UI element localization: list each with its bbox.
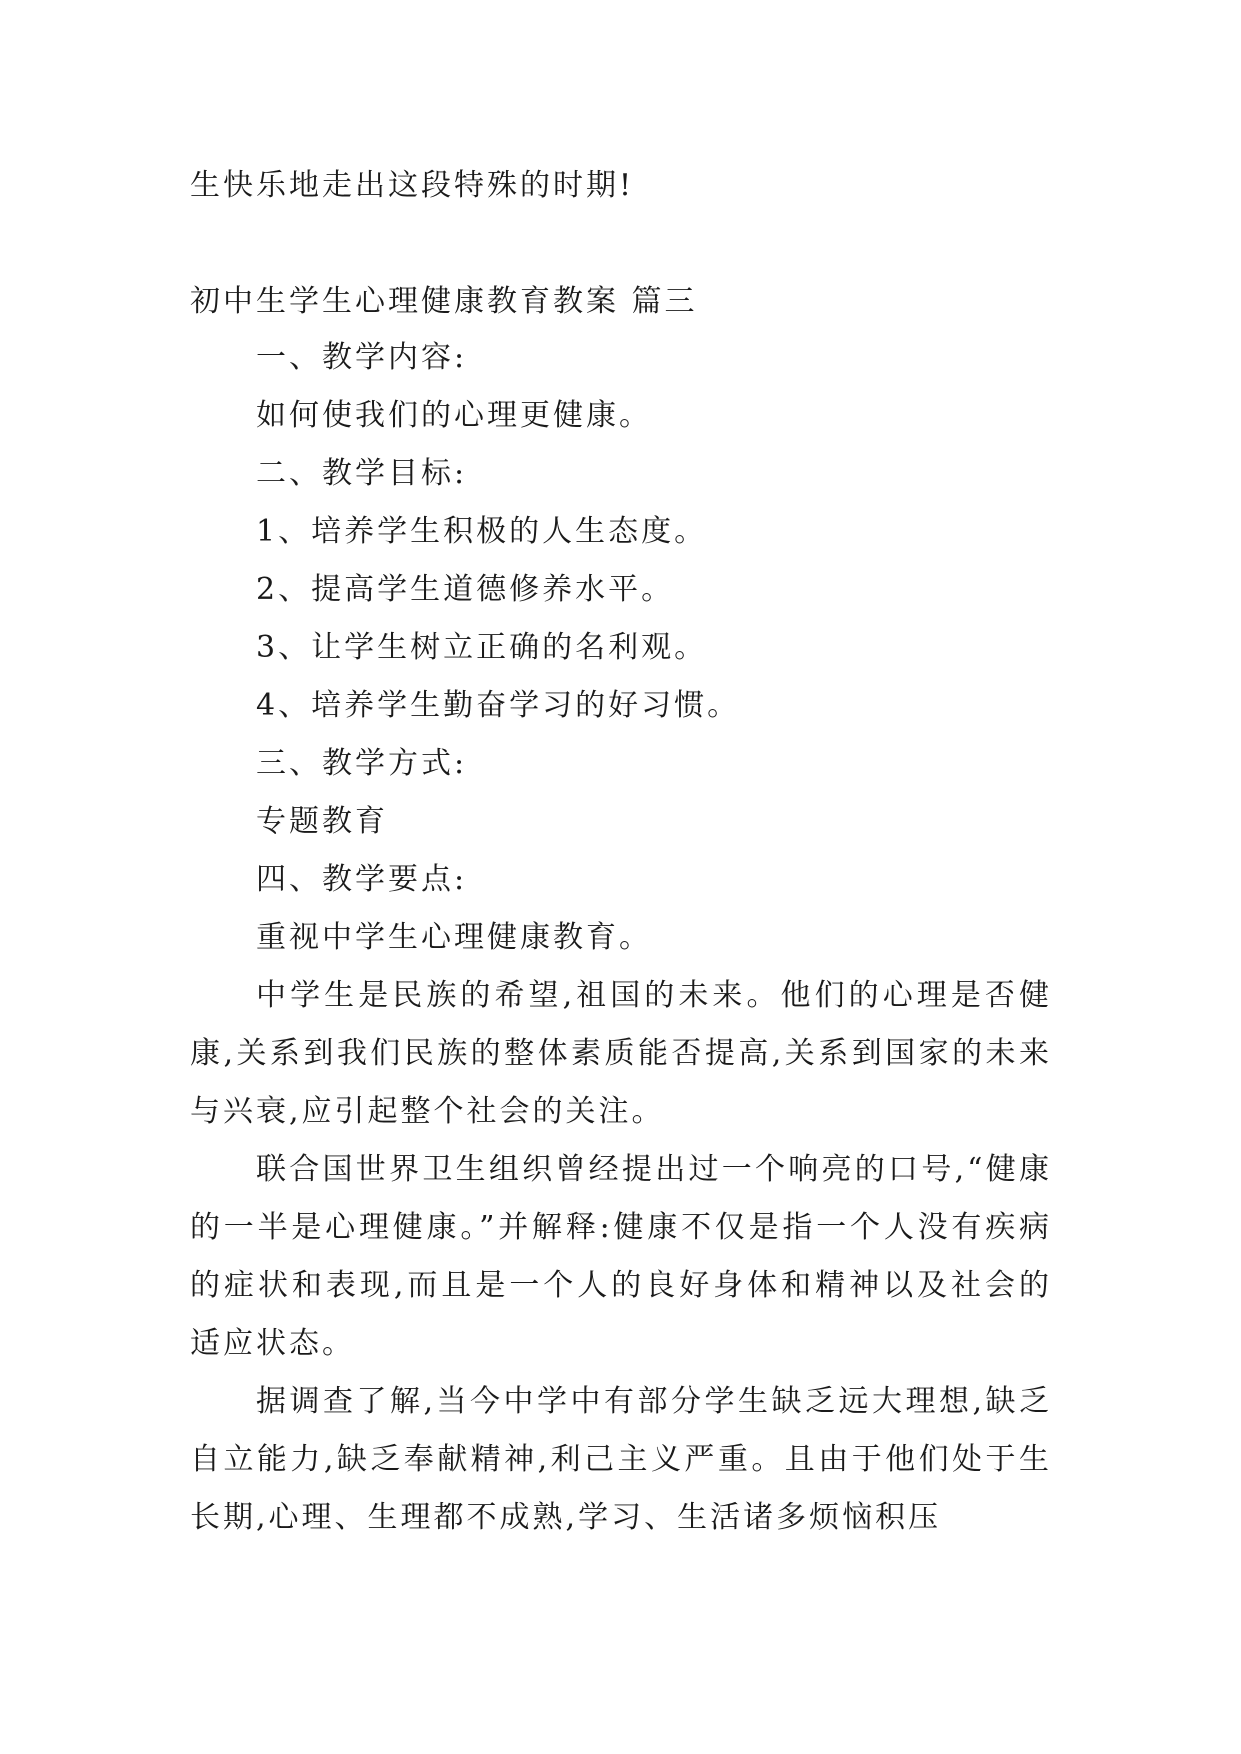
body-paragraph: 中学生是民族的希望,祖国的未来。他们的心理是否健康,关系到我们民族的整体素质能否提高,关系到国家的未来与兴衰,应引起整个社会的关注。	[190, 978, 1052, 1129]
heading-teaching-points: 四、教学要点:	[256, 862, 468, 897]
heading-teaching-content: 一、教学内容:	[256, 340, 468, 375]
section-title: 初中生学生心理健康教育教案 篇三	[190, 284, 698, 319]
continuation-line: 生快乐地走出这段特殊的时期!	[190, 168, 635, 203]
goal-item: 3、让学生树立正确的名利观。	[256, 630, 708, 665]
body-paragraph: 据调查了解,当今中学中有部分学生缺乏远大理想,缺乏自立能力,缺乏奉献精神,利己主义严重。且由于他们处于生长期,心理、生理都不成熟,学习、生活诸多烦恼积压	[190, 1384, 1052, 1535]
teaching-method-text: 专题教育	[256, 804, 388, 839]
body-paragraph: 联合国世界卫生组织曾经提出过一个响亮的口号,“健康的一半是心理健康。”并解释:健康不仅是指一个人没有疾病的症状和表现,而且是一个人的良好身体和精神以及社会的适应状态。	[190, 1152, 1052, 1361]
teaching-content-text: 如何使我们的心理更健康。	[256, 398, 652, 433]
goal-item: 4、培养学生勤奋学习的好习惯。	[256, 688, 741, 723]
goal-item: 1、培养学生积极的人生态度。	[256, 514, 708, 549]
teaching-points-text: 重视中学生心理健康教育。	[256, 920, 652, 955]
heading-teaching-goals: 二、教学目标:	[256, 456, 468, 491]
goal-item: 2、提高学生道德修养水平。	[256, 572, 675, 607]
heading-teaching-method: 三、教学方式:	[256, 746, 468, 781]
